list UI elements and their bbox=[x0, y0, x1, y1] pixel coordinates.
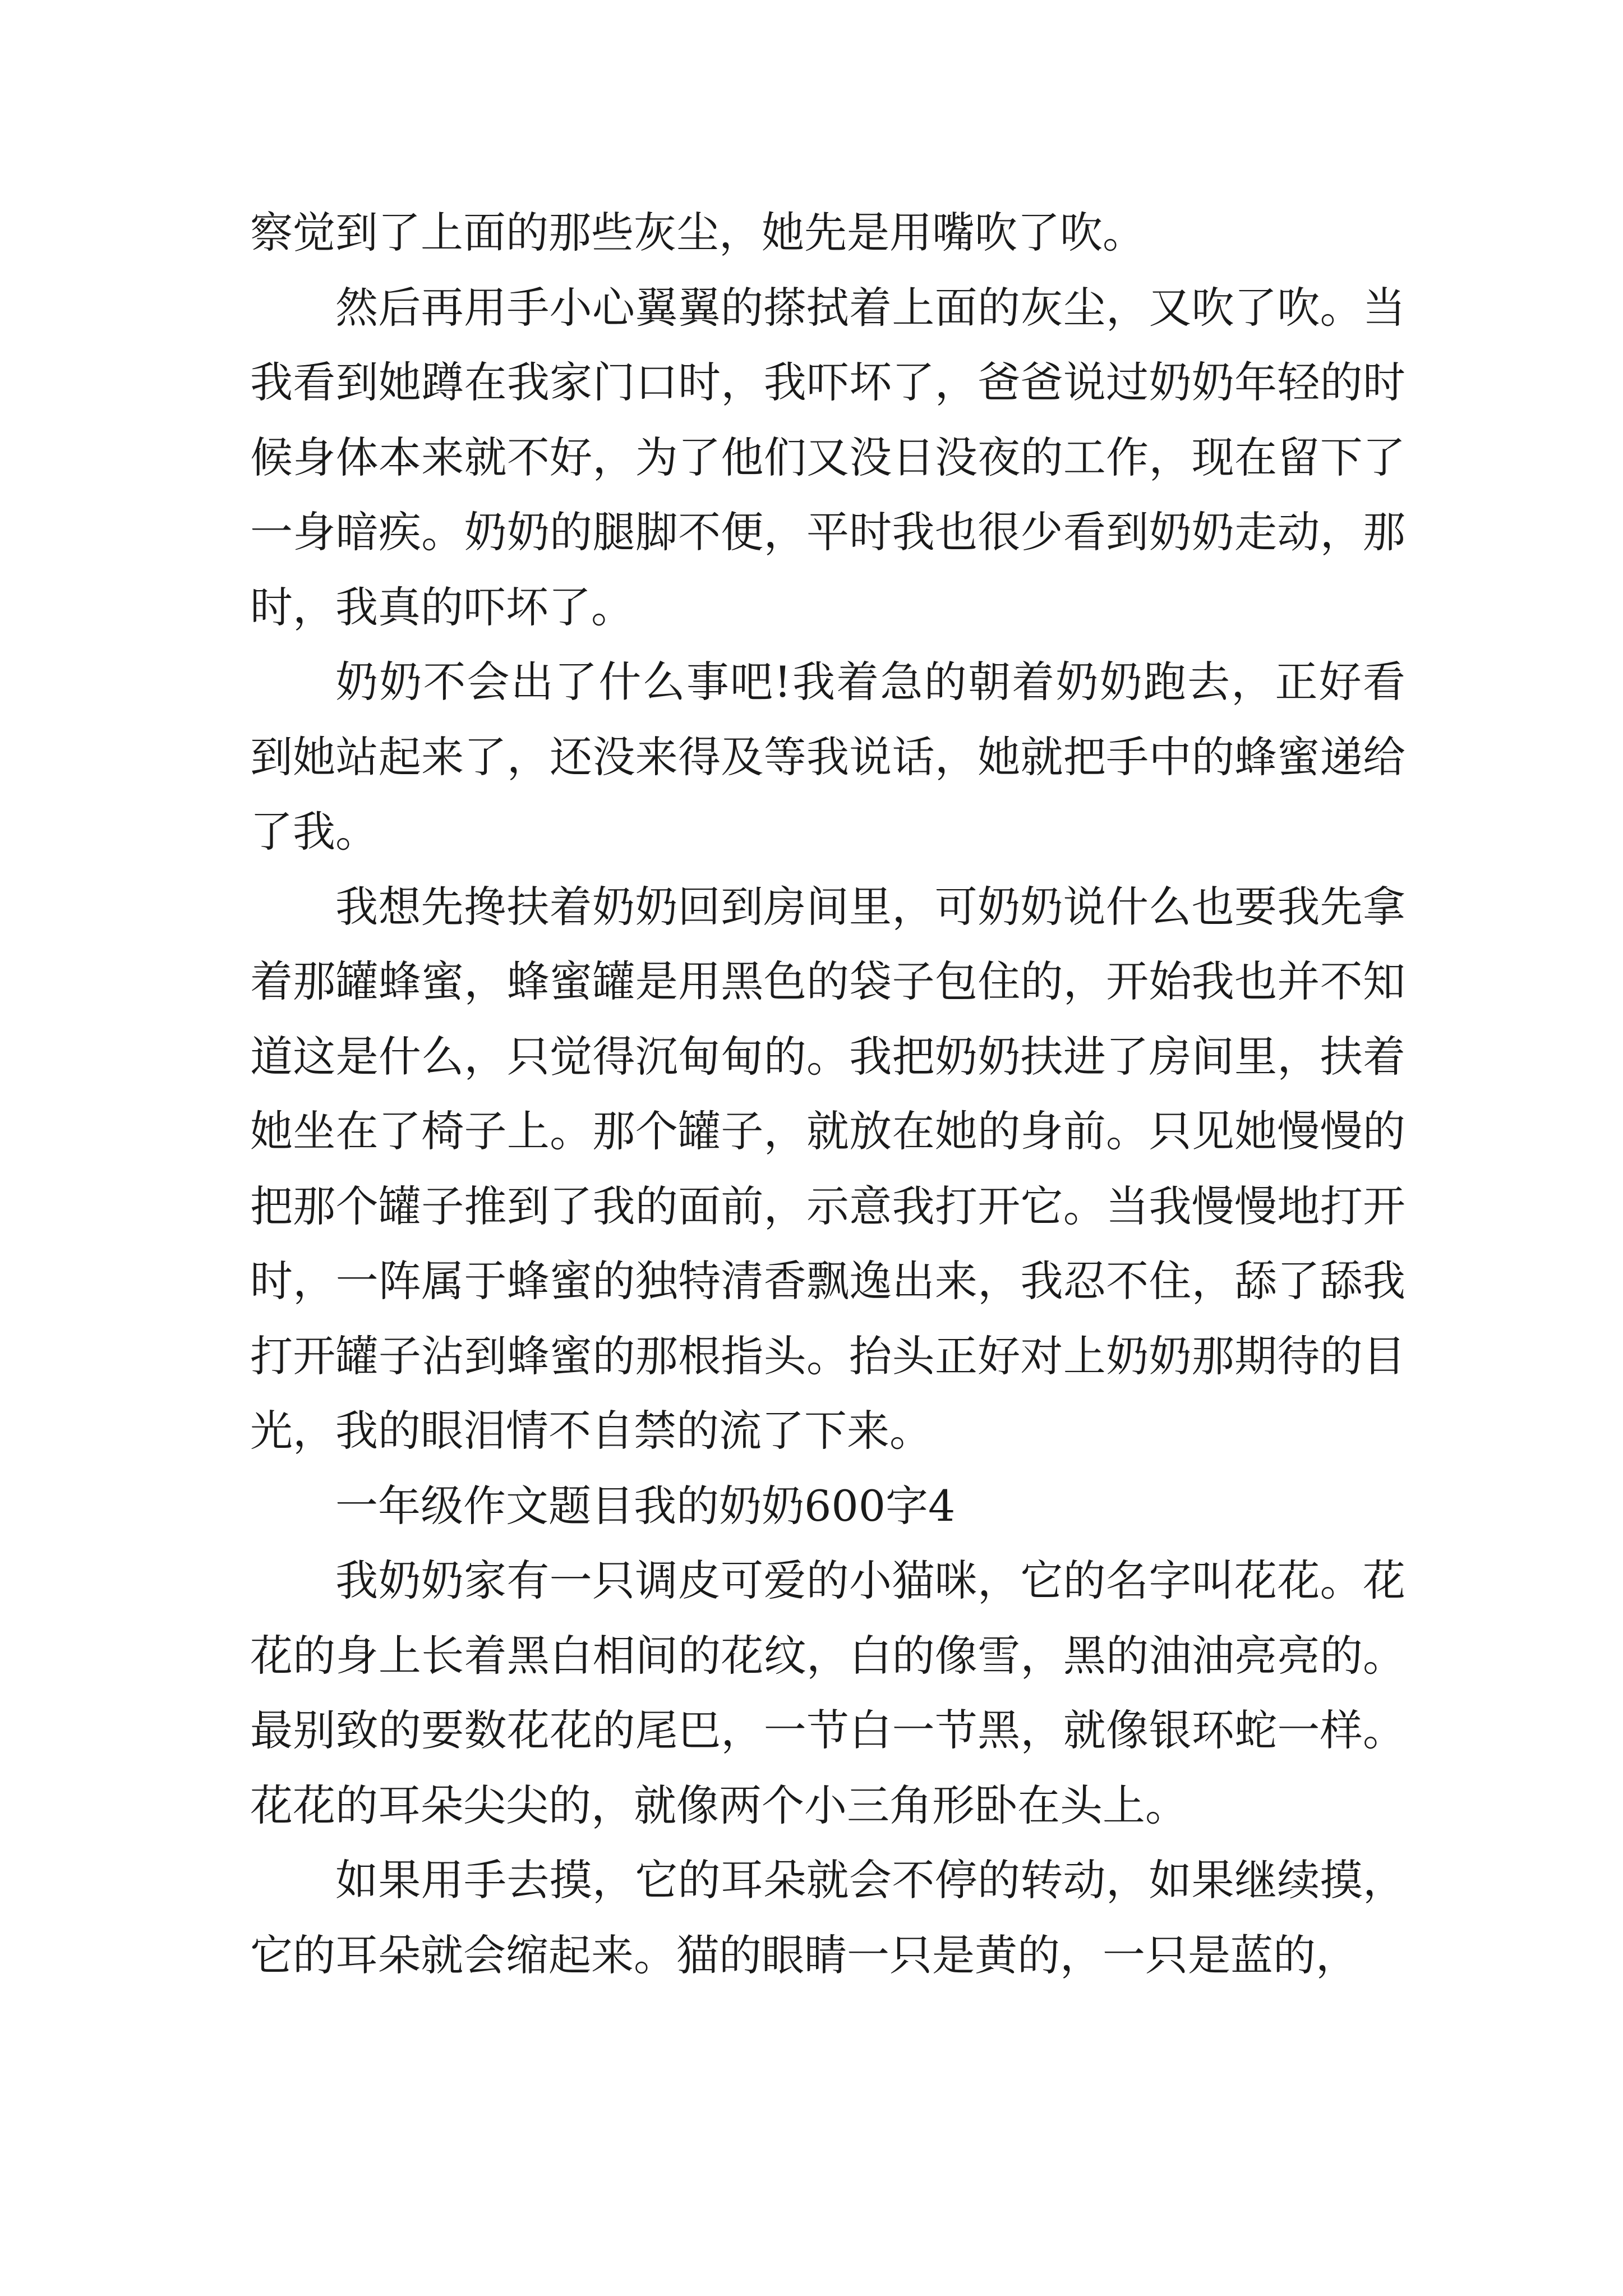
paragraph-1: 察觉到了上面的那些灰尘，她先是用嘴吹了吹。 bbox=[250, 208, 1145, 257]
paragraph-3: 奶奶不会出了什么事吧!我着急的朝着奶奶跑去，正好看到她站起来了，还没来得及等我说话，她就把手中的蜂蜜递给了我。 bbox=[250, 657, 1405, 857]
section-heading: 一年级作文题目我的奶奶600字4 bbox=[335, 1480, 956, 1531]
document-body bbox=[250, 195, 1405, 1993]
paragraph-6: 如果用手去摸，它的耳朵就会不停的转动，如果继续摸，它的耳朵就会缩起来。猫的眼睛一只是黄的，一只是蓝的， bbox=[250, 1855, 1405, 1980]
paragraph-5: 我奶奶家有一只调皮可爱的小猫咪，它的名字叫花花。花花的身上长着黑白相间的花纹，白的像雪，黑的油油亮亮的。最别致的要数花花的尾巴，一节白一节黑，就像银环蛇一样。花花的耳朵尖尖的，就像两个小三角形卧在头上。 bbox=[250, 1556, 1405, 1830]
paragraph-4: 我想先搀扶着奶奶回到房间里，可奶奶说什么也要我先拿着那罐蜂蜜，蜂蜜罐是用黑色的袋子包住的，开始我也并不知道这是什么，只觉得沉甸甸的。我把奶奶扶进了房间里，扶着她坐在了椅子上。那个罐子，就放在她的身前。只见她慢慢的把那个罐子推到了我的面前，示意我打开它。当我慢慢地打开时，一阵属于蜂蜜的独特清香飘逸出来，我忍不住，舔了舔我打开罐子沾到蜂蜜的那根指头。抬头正好对上奶奶那期待的目光，我的眼泪情不自禁的流了下来。 bbox=[250, 881, 1405, 1456]
paragraph-2: 然后再用手小心翼翼的搽拭着上面的灰尘，又吹了吹。当我看到她蹲在我家门口时，我吓坏了，爸爸说过奶奶年轻的时候身体本来就不好，为了他们又没日没夜的工作，现在留下了一身暗疾。奶奶的腿脚不便，平时我也很少看到奶奶走动，那时，我真的吓坏了。 bbox=[250, 282, 1405, 632]
